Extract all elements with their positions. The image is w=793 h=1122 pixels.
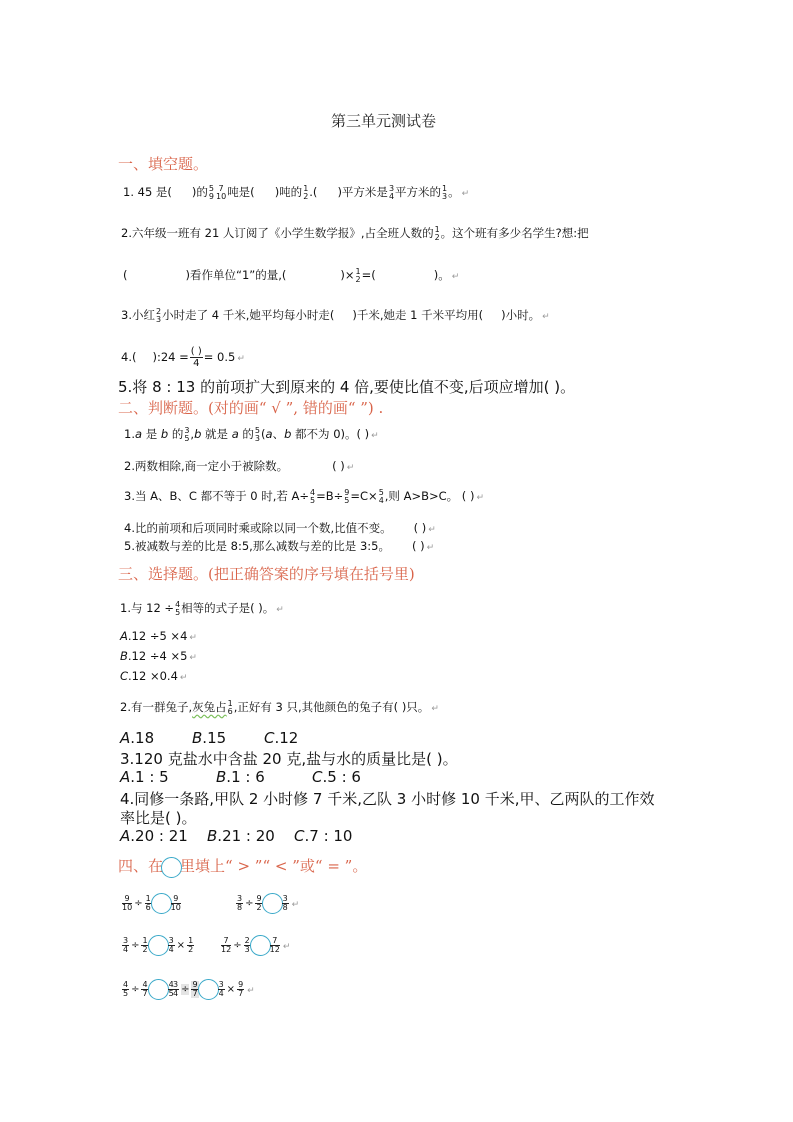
question-2-4	[124, 520, 436, 536]
fraction: $\frac{3}{8}$	[282, 894, 288, 912]
variable: a	[134, 427, 143, 441]
fraction: $\frac{3}{4}$	[173, 980, 179, 998]
text: 就是	[201, 427, 232, 441]
options-3-2	[120, 729, 298, 747]
section-heading-true-false: 二、判断题。(对的画“ √ ”, 错的画“ ”) .	[118, 399, 384, 417]
fraction: 5 4	[378, 487, 384, 505]
text: 4.比的前项和后项同时乘或除以同一个数,比值不变。	[124, 521, 392, 535]
fraction: $\frac{9}{10}$	[122, 894, 133, 912]
text: 3.小红	[121, 308, 155, 322]
operator: ÷	[131, 940, 140, 951]
paragraph-mark-icon: ↵	[189, 653, 197, 663]
fraction: $\frac{4}{5}$	[123, 980, 129, 998]
option-text: .15	[202, 729, 227, 747]
variable: a	[231, 427, 239, 441]
text: )。	[433, 268, 450, 282]
operator: ×	[226, 984, 236, 995]
fraction: 1 6	[227, 698, 233, 716]
fraction: $\frac{1}{6}$	[145, 894, 151, 912]
option-text: .1 : 6	[226, 768, 265, 786]
text: ,	[190, 427, 195, 441]
answer-paren: ( )	[411, 539, 425, 553]
text: .(	[309, 185, 318, 199]
section-heading-multiple-choice: 三、选择题。(把正确答案的序号填在括号里)	[118, 565, 415, 583]
text: 1.	[124, 427, 135, 441]
text: =(	[361, 268, 376, 282]
answer-circle[interactable]	[148, 979, 169, 1000]
answer-paren: ( )	[332, 459, 345, 473]
text: 3.当 A、B、C 都不等于 0 时,若 A÷	[124, 489, 310, 503]
question-1-3	[121, 307, 550, 324]
option-text: .12 ×0.4	[128, 669, 178, 683]
paragraph-mark-icon: ↵	[237, 354, 245, 364]
fraction: 9 5	[344, 487, 350, 505]
text: ,则 A>B>C。 ( )	[384, 489, 475, 503]
paragraph-mark-icon: ↵	[428, 525, 436, 535]
fraction: 1 2	[434, 224, 440, 242]
option-text: .7 : 10	[304, 827, 353, 845]
text: 吨是(	[227, 185, 255, 199]
paragraph-mark-icon: ↵	[189, 633, 197, 643]
variable: b	[160, 427, 169, 441]
option-letter: B	[192, 729, 203, 747]
question-2-3	[124, 488, 484, 505]
compare-item-3	[121, 935, 195, 956]
fraction: $\frac{3}{4}$	[218, 980, 224, 998]
question-2-5	[124, 538, 434, 554]
option-text: .5 : 6	[322, 768, 361, 786]
fraction: 5 3	[254, 425, 261, 443]
section-heading-compare	[118, 855, 367, 878]
text: )千米,她走 1 千米平均用(	[352, 308, 484, 322]
paragraph-mark-icon: ↵	[179, 673, 188, 683]
option-letter: A	[120, 827, 131, 845]
fraction: $\frac{1}{2}$	[188, 936, 194, 954]
paragraph-mark-icon: ↵	[346, 463, 355, 473]
operator: ×	[176, 940, 186, 951]
fraction: $\frac{3}{4}$	[123, 936, 129, 954]
option-letter: C	[294, 827, 305, 845]
answer-circle[interactable]	[262, 893, 283, 914]
fraction: $\frac{9}{7}$	[238, 980, 244, 998]
answer-circle[interactable]	[151, 893, 172, 914]
operator: ÷	[233, 940, 242, 951]
text: =C×	[350, 489, 378, 503]
section-heading-fill-in: 一、填空题。	[118, 155, 209, 173]
text: )吨的	[274, 185, 303, 199]
paragraph-mark-icon: ↵	[426, 543, 435, 553]
option-letter: B	[216, 768, 227, 786]
question-1-1	[123, 184, 469, 201]
fraction: $\frac{( )}{4}$	[190, 346, 202, 369]
question-3-4-line-2: 率比是( )。	[120, 809, 197, 827]
grammar-squiggle-text: 灰兔占	[192, 700, 227, 714]
option-3-1-c	[120, 669, 187, 683]
option-text: .1 : 5	[130, 768, 169, 786]
text: )小时。	[501, 308, 541, 322]
options-3-3	[120, 768, 361, 786]
option-text: .12 ÷4 ×5	[127, 649, 188, 663]
fraction: $\frac{9}{7}$	[192, 980, 198, 998]
fraction: 1 2	[355, 266, 361, 284]
fraction: 1 2	[303, 183, 309, 201]
compare-item-6	[171, 979, 255, 1000]
option-text: .21 : 20	[217, 827, 275, 845]
text: )的	[191, 185, 208, 199]
operator: ÷	[245, 898, 254, 909]
text: (	[123, 268, 128, 282]
option-text: .18	[130, 729, 155, 747]
text: 是	[142, 427, 161, 441]
text: )平方米是	[337, 185, 388, 199]
fraction: $\frac{9}{10}$	[170, 894, 181, 912]
blank-circle-icon	[161, 857, 182, 878]
fraction: $\frac{1}{2}$	[142, 936, 148, 954]
text: 5.被减数与差的比是 8:5,那么减数与差的比是 3:5。	[124, 539, 390, 553]
variable: b	[284, 427, 292, 441]
paragraph-mark-icon: ↵	[461, 189, 470, 199]
option-3-1-b	[120, 649, 197, 663]
fraction: 3 5	[184, 425, 190, 443]
text: 都不为 0)。( )	[291, 427, 370, 441]
paragraph-mark-icon: ↵	[276, 605, 284, 615]
text: 小时走了 4 千米,她平均每小时走(	[162, 308, 335, 322]
text: 。	[448, 185, 460, 199]
question-1-2-line-2	[123, 267, 459, 284]
option-text: .12	[274, 729, 299, 747]
paragraph-mark-icon: ↵	[282, 941, 291, 952]
answer-circle[interactable]	[198, 979, 219, 1000]
fraction: $\frac{9}{2}$	[256, 894, 262, 912]
fraction: $\frac{3}{4}$	[168, 936, 174, 954]
text: 的	[168, 427, 184, 441]
answer-circle[interactable]	[148, 935, 169, 956]
fraction: 4 5	[175, 599, 181, 617]
options-3-4	[120, 827, 352, 845]
paragraph-mark-icon: ↵	[371, 431, 379, 441]
compare-item-5	[121, 979, 176, 1000]
option-letter: A	[120, 629, 128, 643]
question-1-4	[121, 346, 245, 369]
option-letter: B	[120, 649, 128, 663]
paragraph-mark-icon: ↵	[247, 985, 255, 996]
text: 四、在	[118, 857, 164, 875]
text: 4.(	[121, 350, 137, 364]
text: 、	[272, 427, 285, 441]
operator: ÷	[131, 984, 140, 995]
text: ):24 =	[152, 350, 189, 364]
text: 平方米的	[395, 185, 442, 199]
text: 的	[238, 427, 254, 441]
text: 2.两数相除,商一定小于被除数。	[124, 459, 289, 473]
text: ,正好有 3 只,其他颜色的兔子有( )只。	[233, 700, 430, 714]
option-letter: C	[312, 768, 323, 786]
fraction: $\frac{2}{3}$	[244, 936, 250, 954]
answer-circle[interactable]	[250, 935, 271, 956]
text: =B÷	[316, 489, 344, 503]
text: (	[261, 427, 266, 441]
paragraph-mark-icon: ↵	[291, 899, 300, 910]
paragraph-mark-icon: ↵	[542, 312, 550, 322]
fraction: 1 3	[442, 183, 448, 201]
option-text: .12 ÷5 ×4	[127, 629, 188, 643]
operator: ÷	[134, 898, 143, 909]
text: = 0.5	[203, 350, 236, 364]
option-letter: B	[207, 827, 218, 845]
question-2-2	[124, 458, 354, 474]
fraction: $\frac{4}{7}$	[142, 980, 148, 998]
question-2-1	[124, 426, 379, 443]
text: )×	[340, 268, 355, 282]
text: 2.有一群兔子,	[120, 700, 193, 714]
fraction: $\frac{7}{12}$	[269, 936, 280, 954]
fraction: 7 10	[216, 183, 227, 201]
text: 1. 45 是(	[123, 185, 172, 199]
fraction: 3 4	[388, 183, 395, 201]
fraction: 2 3	[155, 306, 162, 324]
compare-item-1	[121, 893, 182, 914]
text: 1.与 12 ÷	[120, 601, 175, 615]
question-3-2	[120, 699, 439, 716]
paragraph-mark-icon: ↵	[451, 272, 460, 282]
fraction: $\frac{7}{12}$	[221, 936, 232, 954]
fraction: 5 9	[208, 183, 214, 201]
fraction: $\frac{4}{5}$	[168, 980, 174, 998]
question-3-3: 3.120 克盐水中含盐 20 克,盐与水的质量比是( )。	[120, 750, 458, 768]
text: )看作单位“1”的量,(	[185, 268, 287, 282]
fraction: 4 5	[310, 487, 316, 505]
answer-paren: ( )	[413, 521, 427, 535]
paragraph-mark-icon: ↵	[476, 493, 484, 503]
fraction: $\frac{3}{8}$	[237, 894, 243, 912]
page-title: 第三单元测试卷	[331, 112, 437, 130]
option-letter: C	[120, 669, 129, 683]
text: 相等的式子是( )。	[181, 601, 275, 615]
text: 。这个班有多少名学生?想:把	[440, 226, 589, 240]
question-3-1	[120, 600, 284, 617]
option-letter: A	[120, 729, 131, 747]
paragraph-mark-icon: ↵	[431, 704, 439, 714]
option-3-1-a	[120, 629, 197, 643]
question-1-2-line-1	[121, 225, 589, 242]
option-letter: C	[264, 729, 275, 747]
compare-item-2	[235, 893, 299, 914]
question-3-4-line-1: 4.同修一条路,甲队 2 小时修 7 千米,乙队 3 小时修 10 千米,甲、乙两队的工作效	[120, 790, 655, 808]
operator: ÷	[181, 984, 190, 995]
variable: b	[194, 427, 202, 441]
variable: a	[265, 427, 273, 441]
option-letter: A	[120, 768, 131, 786]
question-1-5: 5.将 8 : 13 的前项扩大到原来的 4 倍,要使比值不变,后项应增加( )。	[118, 378, 576, 396]
text: 里填上“ > ”“ < ”或“ = ”。	[180, 857, 368, 875]
text: 2.六年级一班有 21 人订阅了《小学生数学报》,占全班人数的	[121, 226, 434, 240]
compare-item-4	[220, 935, 290, 956]
option-text: .20 : 21	[130, 827, 188, 845]
